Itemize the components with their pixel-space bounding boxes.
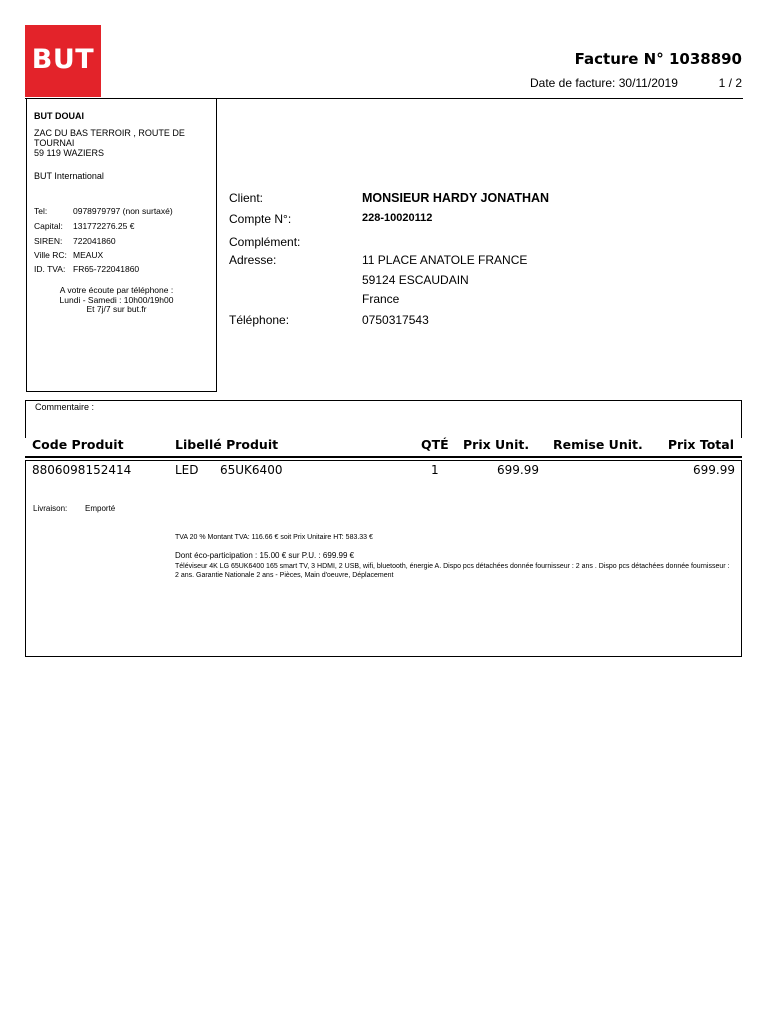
shop-address-line2: 59 119 WAZIERS [34, 148, 105, 158]
comment-label: Commentaire : [35, 402, 95, 412]
address-line1: 11 PLACE ANATOLE FRANCE [362, 253, 528, 267]
shop-name: BUT DOUAI [34, 111, 84, 121]
shop-info-label: ID. TVA: [34, 264, 66, 274]
account-number: 228-10020112 [362, 212, 433, 224]
product-description: Téléviseur 4K LG 65UK6400 165 smart TV, 3 HDMI, 2 USB, wifi, bluetooth, énergie A. Dispo pcs détachées donnée fournisseur : 2 ans . Dispo pcs détachées donnée fournisseur : 2 ans. Garantie Nationale 2 ans - Pièces, Main d'oeuvre, Déplacement [175, 563, 730, 579]
invoice-date: Date de facture: 30/11/2019 [530, 76, 678, 90]
eco-note: Dont éco-participation : 15.00 € sur P.U. : 699.99 € [175, 551, 355, 560]
shop-contact-hours [34, 286, 199, 315]
row-code: 8806098152414 [32, 463, 132, 477]
address-line2: 59124 ESCAUDAIN [362, 273, 469, 287]
shop-info-value: 722041860 [73, 236, 116, 246]
shop-info-label: Tel: [34, 206, 48, 216]
header-discount: Remise Unit. [553, 437, 643, 452]
header-label: Libellé Produit [175, 437, 279, 452]
client-name: MONSIEUR HARDY JONATHAN [362, 191, 550, 205]
page-number: 1 / 2 [718, 76, 742, 90]
address-line3: France [362, 292, 400, 306]
contact-line1: A votre écoute par téléphone : [59, 285, 174, 295]
row-label-prefix: LED [175, 463, 199, 477]
header-qty: QTÉ [421, 437, 449, 452]
shop-info-value: MEAUX [73, 250, 104, 260]
row-total: 699.99 [693, 463, 735, 477]
row-qty: 1 [431, 463, 439, 477]
client-label: Client: [229, 191, 264, 205]
shop-info-label: Capital: [34, 221, 63, 231]
shop-address-line1: ZAC DU BAS TERROIR , ROUTE DE TOURNAI [34, 128, 185, 148]
phone-value: 0750317543 [362, 313, 429, 327]
row-label-model: 65UK6400 [220, 463, 283, 477]
but-logo [25, 25, 101, 97]
shop-info-value: 0978979797 (non surtaxé) [73, 206, 173, 216]
phone-label: Téléphone: [229, 313, 290, 327]
shop-info-label: Ville RC: [34, 250, 67, 260]
header-total: Prix Total [667, 437, 734, 452]
header-unit-price: Prix Unit. [463, 437, 530, 452]
complement-label: Complément: [229, 235, 301, 249]
shop-info-label: SIREN: [34, 236, 63, 246]
delivery-value: Emporté [85, 504, 116, 513]
shop-address [34, 128, 204, 158]
contact-line3: Et 7j/7 sur but.fr [86, 304, 147, 314]
invoice-title: Facture N° 1038890 [574, 50, 742, 68]
address-label: Adresse: [229, 253, 277, 267]
delivery-label: Livraison: [33, 504, 68, 513]
items-box [25, 460, 742, 657]
comment-box [25, 400, 742, 438]
account-label: Compte N°: [229, 212, 292, 226]
contact-line2: Lundi - Samedi : 10h00/19h00 [59, 294, 174, 305]
logo-text: BUT [31, 44, 95, 75]
header-code: Code Produit [32, 437, 124, 452]
shop-info-value: FR65-722041860 [73, 264, 140, 274]
row-unit-price: 699.99 [497, 463, 539, 477]
shop-info-value: 131772276.25 € [73, 221, 135, 231]
table-header-divider [25, 456, 742, 458]
tva-note: TVA 20 % Montant TVA: 116.66 € soit Prix Unitaire HT: 583.33 € [175, 534, 373, 541]
shop-international: BUT International [34, 171, 104, 181]
